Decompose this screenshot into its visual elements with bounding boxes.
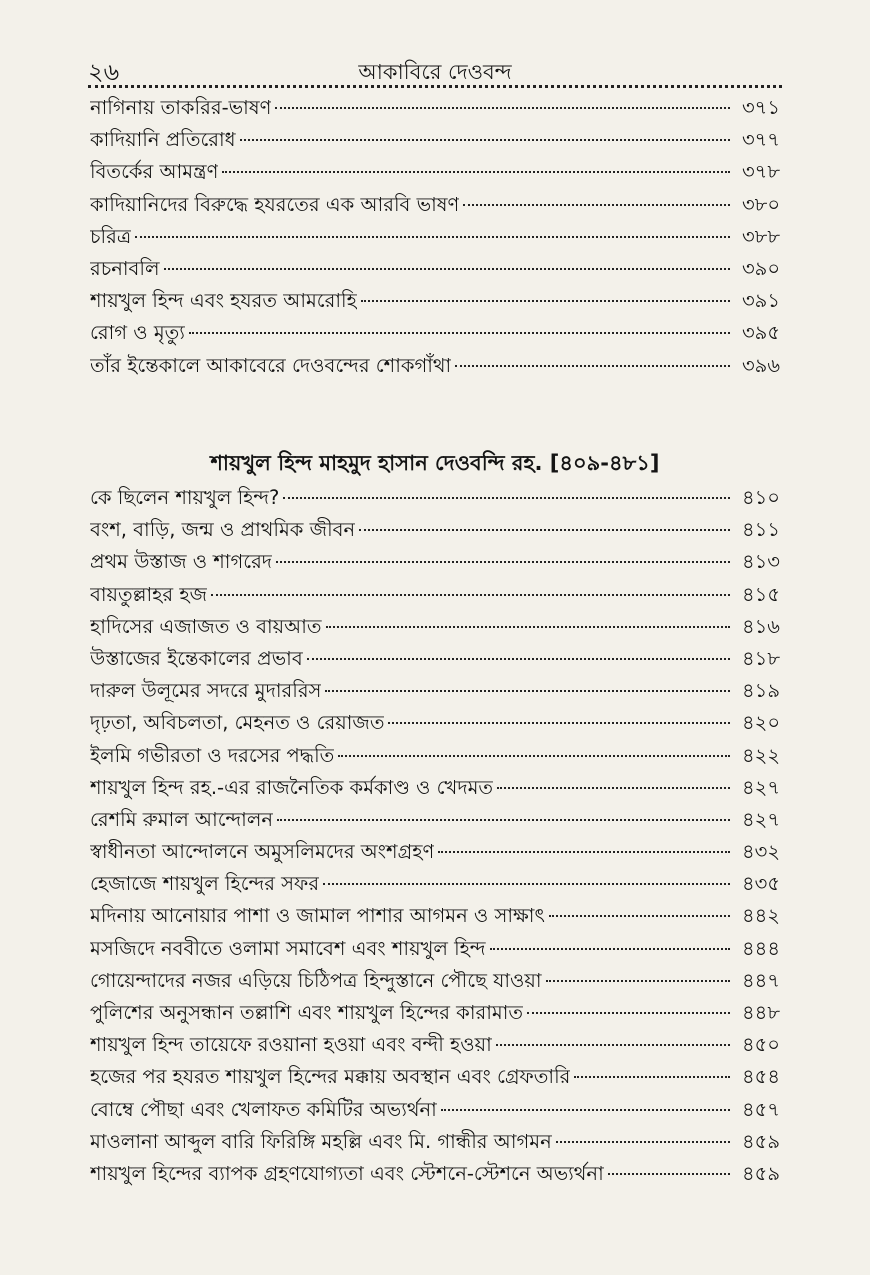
toc-entry-title: বোম্বে পৌছা এবং খেলাফত কমিটির অভ্যর্থনা (90, 1097, 437, 1121)
toc-entry (90, 352, 780, 384)
toc-entry-title: রেশমি রুমাল আন্দোলন (90, 807, 274, 831)
dot-leader (549, 915, 730, 917)
toc-entry (90, 1063, 780, 1095)
dot-leader (222, 171, 730, 173)
toc-entry-title: শায়খুল হিন্দ রহ.-এর রাজনৈতিক কর্মকাণ্ড ও খেদমত (90, 775, 494, 799)
dot-leader (164, 268, 730, 270)
toc-entry-page: ৪১৬ (742, 614, 780, 638)
toc-entry (90, 94, 780, 126)
toc-entry (90, 645, 780, 677)
dot-leader (276, 561, 730, 563)
toc-entry-title: দারুল উলূমের সদরে মুদাররিস (90, 679, 322, 703)
toc-entry (90, 516, 780, 548)
toc-entry-page: ৪১৩ (742, 550, 780, 574)
toc-entry-title: কাদিয়ানি প্রতিরোধ (90, 128, 236, 152)
toc-entry (90, 548, 780, 580)
dot-leader (608, 1173, 730, 1175)
toc-entry-page: ৪১৯ (742, 679, 780, 703)
toc-entry-title: বংশ, বাড়ি, জন্ম ও প্রাথমিক জীবন (90, 518, 356, 542)
toc-entry-page: ৩৯৫ (742, 321, 780, 345)
toc-entry (90, 613, 780, 645)
toc-entry (90, 1096, 780, 1128)
toc-entry-page: ৩৭১ (741, 96, 780, 119)
dot-leader (497, 787, 730, 789)
toc-entry (90, 806, 780, 838)
toc-entry (90, 999, 780, 1031)
toc-entry-title: বায়তুল্লাহর হজ (90, 582, 208, 606)
dot-leader (556, 1141, 730, 1143)
toc-list-shaykhul-hind (90, 484, 780, 1192)
toc-entry (90, 191, 780, 223)
toc-entry-page: ৪৩২ (741, 840, 780, 864)
toc-entry-page: ৩৯১ (742, 289, 780, 313)
dot-leader (388, 722, 730, 724)
toc-entry (90, 1160, 780, 1192)
toc-entry-page: ৩৮৮ (742, 224, 780, 248)
toc-entry-page: ৪২০ (741, 711, 780, 735)
dot-leader (441, 1109, 730, 1111)
dot-leader (455, 365, 730, 367)
toc-entry (90, 126, 780, 158)
page-header (88, 50, 782, 86)
toc-entry-page: ৪৪৭ (742, 968, 780, 992)
toc-entry (90, 287, 780, 319)
toc-entry-title: তাঁর ইন্তেকালে আকাবেরে দেওবন্দের শোকগাঁথা (90, 353, 452, 377)
toc-entry-page: ৩৭৮ (741, 160, 780, 184)
toc-entry-title: রচনাবলি (90, 256, 160, 280)
toc-entry-title: কে ছিলেন শায়খুল হিন্দ? (90, 486, 280, 509)
toc-entry (90, 1031, 780, 1063)
dot-leader (438, 851, 730, 853)
toc-list-continued (90, 94, 780, 384)
toc-entry-page: ৪৫৪ (742, 1065, 780, 1089)
toc-entry-page: ৩৮০ (741, 192, 780, 216)
dot-leader (189, 332, 730, 334)
section-heading: শায়খুল হিন্দ মাহমুদ হাসান দেওবন্দি রহ. [৪০৯-৪৮১] (210, 451, 660, 475)
header-dotted-rule (88, 85, 782, 88)
toc-entry (90, 838, 780, 870)
toc-entry-page: ৪৫৭ (742, 1097, 780, 1121)
toc-entry-title: চরিত্র (90, 224, 132, 248)
toc-entry-page: ৪৫৯ (742, 1129, 780, 1153)
toc-entry-page: ৪২৭ (741, 775, 780, 799)
toc-entry-title: শায়খুল হিন্দ এবং হযরত আমরোহি (90, 289, 357, 313)
toc-entry (90, 967, 780, 999)
dot-leader (527, 1012, 730, 1014)
toc-entry (90, 677, 780, 709)
toc-entry-page: ৪৫৯ (742, 1161, 780, 1185)
toc-entry-page: ৩৯৬ (741, 353, 780, 377)
dot-leader (211, 594, 730, 596)
dot-leader (135, 236, 730, 238)
toc-entry-page: ৪৪২ (742, 904, 780, 928)
toc-entry-title: হেজাজে শায়খুল হিন্দের সফর (90, 872, 320, 896)
toc-entry-page: ৪৪৮ (742, 1001, 780, 1024)
toc-entry-title: দৃঢ়তা, অবিচলতা, মেহনত ও রেয়াজত (90, 711, 385, 735)
dot-leader (277, 819, 730, 821)
dot-leader (359, 529, 730, 531)
toc-entry-title: প্রথম উস্তাজ ও শাগরেদ (90, 550, 273, 574)
dot-leader (283, 497, 730, 499)
toc-entry-page: ৪৩৫ (742, 872, 780, 896)
toc-entry-title: মদিনায় আনোয়ার পাশা ও জামাল পাশার আগমন ও সাক্ষাৎ (90, 904, 545, 928)
toc-entry-page: ৪২৭ (741, 807, 780, 831)
dot-leader (490, 948, 730, 950)
dot-leader (326, 626, 731, 628)
toc-entry-title: শায়খুল হিন্দের ব্যাপক গ্রহণযোগ্যতা এবং স্টেশনে-স্টেশনে অভ্যর্থনা (90, 1161, 604, 1185)
toc-entry-title: মসজিদে নববীতে ওলামা সমাবেশ এবং শায়খুল হিন্দ (90, 936, 486, 960)
toc-entry-title: মাওলানা আব্দুল বারি ফিরিঙ্গি মহল্লি এবং মি. গান্ধীর আগমন (90, 1129, 552, 1153)
dot-leader (361, 300, 730, 302)
dot-leader (338, 755, 730, 757)
toc-entry-title: কাদিয়ানিদের বিরুদ্ধে হযরতের এক আরবি ভাষণ (90, 192, 460, 216)
book-title: আকাবিরে দেওবন্দ (358, 60, 512, 84)
toc-entry (90, 484, 780, 516)
toc-entry-page: ৩৭৭ (741, 128, 780, 152)
dot-leader (307, 658, 730, 660)
toc-entry-title: হাদিসের এজাজত ও বায়আত (90, 614, 322, 638)
toc-entry-title: পুলিশের অনুসন্ধান তল্লাশি এবং শায়খুল হিন্দের কারামাত (90, 1001, 523, 1024)
dot-leader (275, 107, 730, 109)
dot-leader (323, 883, 730, 885)
toc-entry-page: ৪১৮ (742, 646, 780, 670)
toc-entry (90, 709, 780, 741)
dot-leader (496, 1044, 730, 1046)
toc-entry (90, 319, 780, 351)
toc-entry (90, 255, 780, 287)
toc-entry-page: ৪৪৪ (742, 936, 780, 960)
toc-entry (90, 902, 780, 934)
toc-entry (90, 870, 780, 902)
toc-entry-page: ৪৫০ (742, 1033, 780, 1057)
toc-entry-title: শায়খুল হিন্দ তায়েফে রওয়ানা হওয়া এবং বন্দী হওয়া (90, 1033, 492, 1057)
toc-entry-title: বিতর্কের আমন্ত্রণ (90, 160, 219, 184)
dot-leader (546, 980, 731, 982)
toc-entry (90, 158, 780, 190)
toc-entry (90, 935, 780, 967)
toc-entry-title: উস্তাজের ইন্তেকালের প্রভাব (90, 646, 303, 670)
toc-entry-page: ৪১৫ (742, 582, 780, 606)
dot-leader (463, 204, 730, 206)
toc-entry-page: ৪২২ (741, 743, 780, 767)
toc-entry-title: হজের পর হযরত শায়খুল হিন্দের মক্কায় অবস্থান এবং গ্রেফতারি (90, 1065, 571, 1089)
toc-entry-title: স্বাধীনতা আন্দোলনে অমুসলিমদের অংশগ্রহণ (90, 840, 435, 864)
dot-leader (325, 690, 730, 692)
toc-entry-page: ৪১০ (742, 486, 780, 509)
toc-entry (90, 581, 780, 613)
toc-entry-title: ইলমি গভীরতা ও দরসের পদ্ধতি (90, 743, 335, 767)
toc-entry-title: নাগিনায় তাকরির-ভাষণ (90, 96, 272, 119)
toc-entry (90, 1128, 780, 1160)
toc-entry (90, 742, 780, 774)
toc-entry-page: ৪১১ (742, 518, 780, 542)
dot-leader (240, 139, 730, 141)
dot-leader (574, 1076, 730, 1078)
toc-entry-title: রোগ ও মৃত্যু (90, 321, 185, 345)
toc-entry-page: ৩৯০ (741, 256, 780, 280)
toc-entry (90, 774, 780, 806)
toc-entry (90, 223, 780, 255)
toc-entry-title: গোয়েন্দাদের নজর এড়িয়ে চিঠিপত্র হিন্দুস্তানে পৌছে যাওয়া (90, 968, 542, 992)
page-number: ২৬ (88, 58, 120, 86)
